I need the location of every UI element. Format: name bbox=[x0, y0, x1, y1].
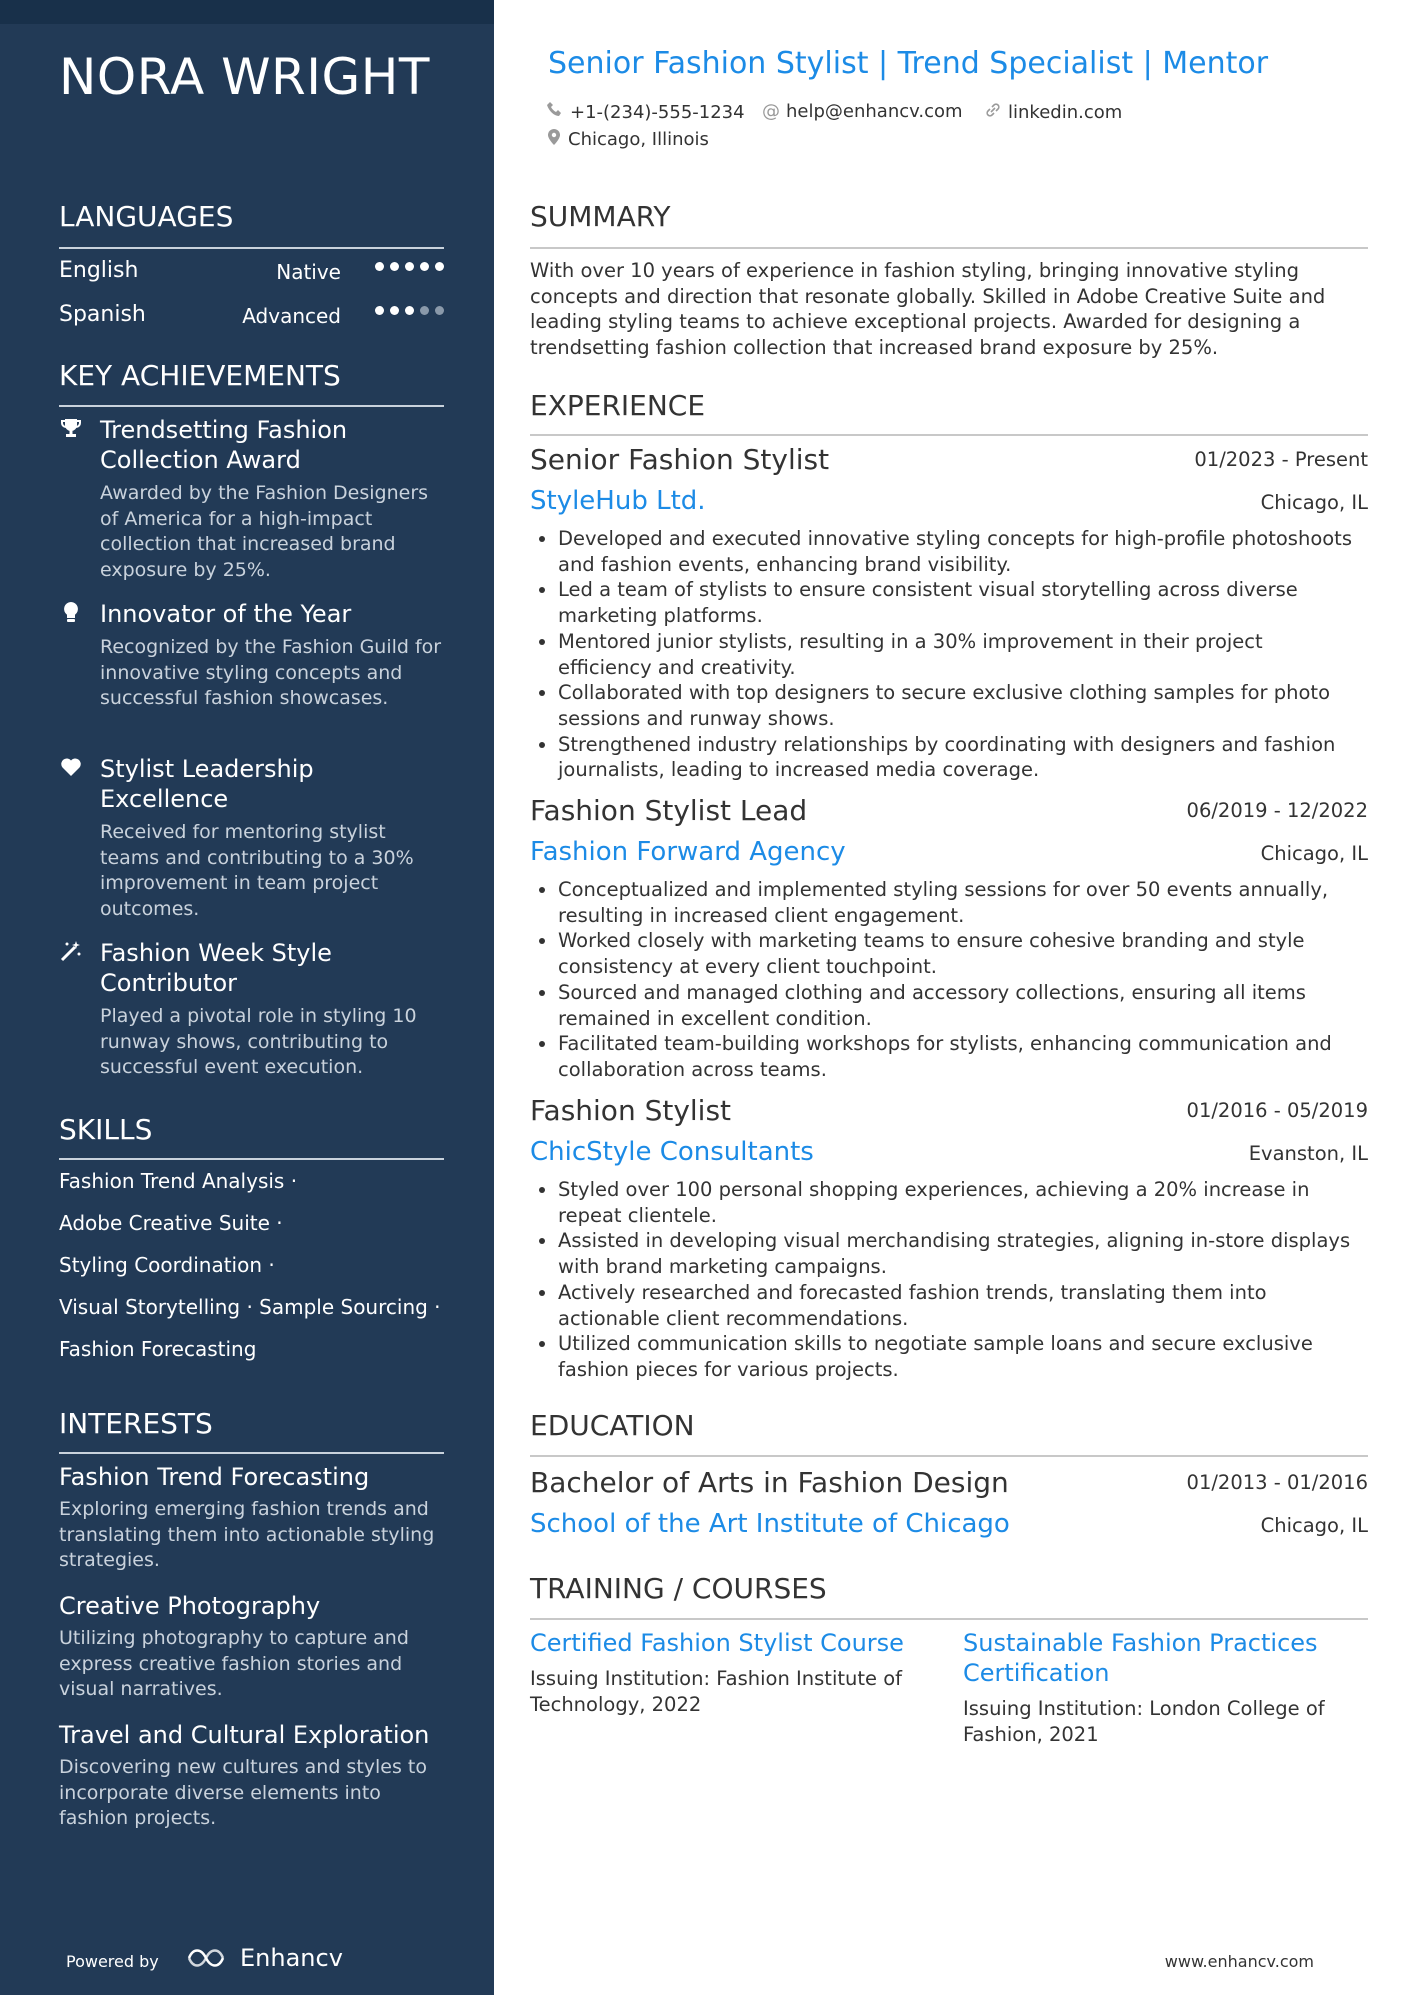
job-bullet: • Strengthened industry relationships by coordinating with designers and fashion journalists, leading to increased media coverage. bbox=[558, 732, 1360, 783]
brand-logo bbox=[186, 1944, 343, 1972]
footer-url: www.enhancv.com bbox=[1164, 1952, 1314, 1971]
experience-heading: EXPERIENCE bbox=[530, 389, 706, 422]
education-heading: EDUCATION bbox=[530, 1409, 695, 1442]
phone-text: +1-(234)-555-1234 bbox=[570, 102, 745, 123]
languages-divider bbox=[59, 247, 444, 249]
headline: Senior Fashion Stylist | Trend Specialist | Mentor bbox=[548, 46, 1269, 81]
proficiency-dot bbox=[435, 306, 444, 315]
job-bullet: • Worked closely with marketing teams to ensure cohesive branding and style consistency at every client touchpoint. bbox=[558, 928, 1360, 979]
brand-name: Enhancv bbox=[240, 1944, 343, 1972]
training-divider bbox=[530, 1618, 1368, 1620]
job-bullet: • Developed and executed innovative styling concepts for high-profile photoshoots and fashion events, enhancing brand visibility. bbox=[558, 526, 1360, 577]
proficiency-dot bbox=[375, 262, 384, 271]
job-bullet: • Assisted in developing visual merchandising strategies, aligning in-store displays with brand marketing campaigns. bbox=[558, 1228, 1360, 1279]
achievement-description: Recognized by the Fashion Guild for innovative styling concepts and successful fashion showcases. bbox=[100, 636, 442, 709]
interest-description: Discovering new cultures and styles to incorporate diverse elements into fashion projects. bbox=[59, 1756, 427, 1829]
contact-link bbox=[984, 101, 1122, 124]
job-company: StyleHub Ltd. bbox=[530, 486, 706, 516]
interest-description: Utilizing photography to capture and express creative fashion stories and visual narratives. bbox=[59, 1627, 409, 1700]
achievement-item bbox=[59, 599, 449, 712]
course-title: Sustainable Fashion Practices Certification bbox=[963, 1629, 1318, 1687]
link-icon bbox=[984, 101, 1002, 124]
skill-item: Styling Coordination · bbox=[59, 1253, 275, 1277]
interest-item bbox=[59, 1462, 449, 1574]
training-heading: TRAINING / COURSES bbox=[530, 1572, 827, 1605]
job-company: ChicStyle Consultants bbox=[530, 1137, 814, 1167]
job-bullets bbox=[530, 526, 1360, 783]
proficiency-dot bbox=[435, 262, 444, 271]
job-title: Senior Fashion Stylist bbox=[530, 443, 830, 476]
school-name: School of the Art Institute of Chicago bbox=[530, 1509, 1010, 1539]
job-bullet: • Facilitated team-building workshops for stylists, enhancing communication and collaboration across teams. bbox=[558, 1031, 1360, 1082]
interest-title: Fashion Trend Forecasting bbox=[59, 1463, 370, 1491]
contact-phone bbox=[546, 101, 745, 124]
contact-email bbox=[762, 101, 963, 122]
language-name: English bbox=[59, 258, 139, 283]
proficiency-dot bbox=[390, 262, 399, 271]
languages-heading: LANGUAGES bbox=[59, 200, 234, 233]
proficiency-dot bbox=[405, 306, 414, 315]
education-divider bbox=[530, 1455, 1368, 1457]
interests-divider bbox=[59, 1452, 444, 1454]
job-dates: 01/2016 - 05/2019 bbox=[1186, 1099, 1368, 1122]
at-sign-icon: @ bbox=[762, 101, 780, 122]
contact-location bbox=[546, 128, 709, 151]
skills-heading: SKILLS bbox=[59, 1113, 153, 1146]
job-dates: 01/2023 - Present bbox=[1194, 448, 1368, 471]
enhancv-logo-icon bbox=[186, 1946, 232, 1970]
trophy-icon bbox=[59, 417, 83, 441]
achievement-title: Trendsetting Fashion Collection Award bbox=[100, 416, 348, 474]
job-location: Chicago, IL bbox=[1260, 842, 1368, 865]
job-location: Chicago, IL bbox=[1260, 491, 1368, 514]
course-item bbox=[963, 1628, 1363, 1747]
interest-item bbox=[59, 1720, 449, 1832]
phone-icon bbox=[546, 101, 564, 124]
achievement-item bbox=[59, 754, 449, 922]
experience-divider bbox=[530, 434, 1368, 436]
interest-title: Travel and Cultural Exploration bbox=[59, 1721, 430, 1749]
course-item bbox=[530, 1628, 930, 1717]
magic-wand-icon bbox=[59, 940, 83, 964]
job-bullet: • Conceptualized and implemented styling sessions for over 50 events annually, resulting in increased client engagement. bbox=[558, 877, 1360, 928]
course-description: Issuing Institution: Fashion Institute of Technology, 2022 bbox=[530, 1667, 903, 1716]
achievements-divider bbox=[59, 405, 444, 407]
summary-heading: SUMMARY bbox=[530, 200, 671, 233]
heart-icon bbox=[59, 756, 83, 780]
summary-text: With over 10 years of experience in fashion styling, bringing innovative styling concepts and direction that resonate globally. Skilled in Adobe Creative Suite and leading styling teams to achieve exceptional projects. Awarded for designing a trendsetting fashion collection that increased brand exposure by 25%. bbox=[530, 259, 1326, 359]
proficiency-dot bbox=[405, 262, 414, 271]
job-location: Evanston, IL bbox=[1248, 1142, 1368, 1165]
achievements-heading: KEY ACHIEVEMENTS bbox=[59, 359, 341, 392]
achievement-description: Received for mentoring stylist teams and contributing to a 30% improvement in team project outcomes. bbox=[100, 821, 414, 920]
interest-item bbox=[59, 1591, 449, 1703]
candidate-name: NORA WRIGHT bbox=[59, 48, 430, 106]
job-company: Fashion Forward Agency bbox=[530, 837, 846, 867]
degree-title: Bachelor of Arts in Fashion Design bbox=[530, 1466, 1009, 1499]
interests-heading: INTERESTS bbox=[59, 1407, 213, 1440]
location-text: Chicago, Illinois bbox=[568, 129, 709, 150]
sidebar bbox=[0, 0, 494, 1995]
achievement-item bbox=[59, 415, 449, 583]
job-bullet: • Mentored junior stylists, resulting in a 30% improvement in their project efficiency and creativity. bbox=[558, 629, 1360, 680]
skill-item: Visual Storytelling · Sample Sourcing · bbox=[59, 1295, 441, 1319]
lightbulb-icon bbox=[59, 601, 83, 625]
sidebar-top-strip bbox=[0, 0, 494, 24]
summary-divider bbox=[530, 247, 1368, 249]
course-title: Certified Fashion Stylist Course bbox=[530, 1629, 904, 1657]
job-bullet: • Collaborated with top designers to secure exclusive clothing samples for photo sessions and runway shows. bbox=[558, 680, 1360, 731]
language-row bbox=[59, 258, 444, 290]
language-proficiency-dots bbox=[375, 262, 444, 271]
job-bullets bbox=[530, 1177, 1360, 1383]
job-bullet: • Actively researched and forecasted fashion trends, translating them into actionable client recommendations. bbox=[558, 1280, 1360, 1331]
education-location: Chicago, IL bbox=[1260, 1514, 1368, 1537]
achievement-title: Fashion Week Style Contributor bbox=[100, 939, 332, 997]
interest-description: Exploring emerging fashion trends and translating them into actionable styling strategies. bbox=[59, 1498, 435, 1571]
interest-title: Creative Photography bbox=[59, 1592, 321, 1620]
course-description: Issuing Institution: London College of Fashion, 2021 bbox=[963, 1697, 1325, 1746]
achievement-description: Awarded by the Fashion Designers of America for a high-impact collection that increased brand exposure by 25%. bbox=[100, 482, 429, 581]
job-title: Fashion Stylist bbox=[530, 1094, 732, 1127]
achievement-title: Stylist Leadership Excellence bbox=[100, 755, 314, 813]
job-bullet: • Led a team of stylists to ensure consistent visual storytelling across diverse marketing platforms. bbox=[558, 577, 1360, 628]
language-name: Spanish bbox=[59, 302, 146, 327]
skills-divider bbox=[59, 1158, 444, 1160]
achievement-description: Played a pivotal role in styling 10 runway shows, contributing to successful event execution. bbox=[100, 1005, 417, 1078]
skill-item: Fashion Forecasting bbox=[59, 1337, 257, 1361]
location-pin-icon bbox=[546, 128, 562, 151]
language-row bbox=[59, 302, 444, 334]
job-bullet: • Styled over 100 personal shopping experiences, achieving a 20% increase in repeat clientele. bbox=[558, 1177, 1360, 1228]
proficiency-dot bbox=[390, 306, 399, 315]
job-title: Fashion Stylist Lead bbox=[530, 794, 808, 827]
education-dates: 01/2013 - 01/2016 bbox=[1186, 1471, 1368, 1494]
link-text: linkedin.com bbox=[1008, 102, 1123, 123]
language-level: Advanced bbox=[242, 304, 341, 328]
achievement-title: Innovator of the Year bbox=[100, 600, 352, 628]
email-text: help@enhancv.com bbox=[786, 101, 963, 122]
powered-by-label: Powered by bbox=[66, 1952, 159, 1971]
job-bullet: • Sourced and managed clothing and accessory collections, ensuring all items remained in excellent condition. bbox=[558, 980, 1360, 1031]
language-level: Native bbox=[276, 260, 341, 284]
job-dates: 06/2019 - 12/2022 bbox=[1186, 799, 1368, 822]
language-proficiency-dots bbox=[375, 306, 444, 315]
job-bullet: • Utilized communication skills to negotiate sample loans and secure exclusive fashion pieces for various projects. bbox=[558, 1331, 1360, 1382]
skill-item: Fashion Trend Analysis · bbox=[59, 1169, 298, 1193]
achievement-item bbox=[59, 938, 449, 1081]
skill-item: Adobe Creative Suite · bbox=[59, 1211, 283, 1235]
proficiency-dot bbox=[420, 306, 429, 315]
proficiency-dot bbox=[375, 306, 384, 315]
proficiency-dot bbox=[420, 262, 429, 271]
job-bullets bbox=[530, 877, 1360, 1083]
